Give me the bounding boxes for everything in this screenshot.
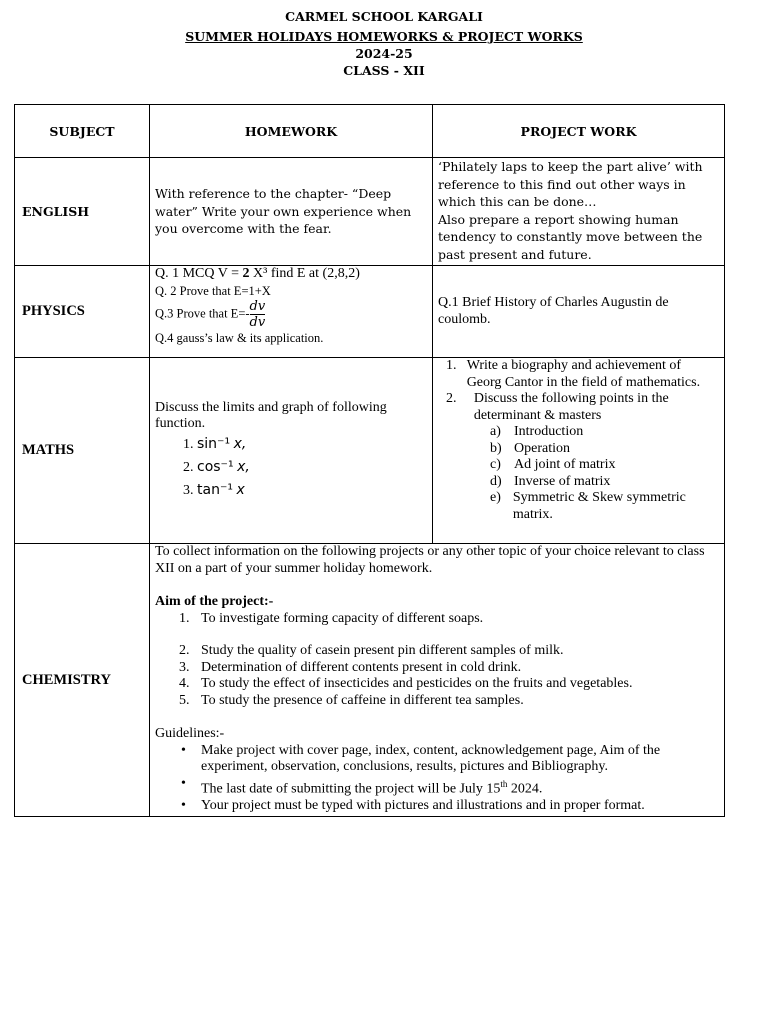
item-text: Operation bbox=[514, 440, 570, 456]
list-item bbox=[155, 776, 719, 798]
fraction-denominator: dv bbox=[249, 315, 266, 330]
doc-title bbox=[0, 28, 768, 46]
deadline-text: The last date of submitting the project will be July 15 bbox=[201, 781, 501, 797]
list-item bbox=[490, 424, 719, 441]
physics-project bbox=[433, 266, 725, 358]
physics-q2: Q. 2 Prove that E=1+X bbox=[155, 283, 271, 298]
maths-homework bbox=[150, 358, 433, 544]
english-project-text2: Also prepare a report showing human tendency to constantly move between the past present and future. bbox=[438, 211, 703, 262]
function-name: cos⁻¹ bbox=[197, 458, 234, 475]
physics-q3-text: Q.3 Prove that E=- bbox=[155, 306, 250, 321]
list-item bbox=[490, 441, 719, 458]
item-text: Ad joint of matrix bbox=[514, 457, 616, 472]
item-text: Study the quality of casein present pin different samples of milk. bbox=[201, 643, 564, 658]
item-number: 1. bbox=[446, 358, 457, 373]
row-chemistry bbox=[15, 544, 725, 817]
fraction-numerator: dv bbox=[249, 299, 266, 314]
function-var: x bbox=[236, 481, 245, 498]
col-project: PROJECT WORK bbox=[433, 105, 725, 158]
item-letter: c) bbox=[490, 457, 501, 472]
subject-english: ENGLISH bbox=[15, 158, 150, 266]
item-number: 2. bbox=[179, 643, 190, 658]
item-text: Symmetric & Skew symmetric matrix. bbox=[512, 490, 686, 522]
item-number: 3. bbox=[179, 659, 190, 675]
english-homework-text: With reference to the chapter- “Deep water” Write your own experience when you overcome with the fear. bbox=[155, 186, 412, 237]
item-number: 2. bbox=[446, 391, 457, 406]
maths-project bbox=[433, 358, 725, 544]
item-text: Introduction bbox=[514, 424, 584, 439]
item-number: 2. bbox=[183, 459, 194, 475]
chemistry-aims-list bbox=[155, 611, 719, 710]
item-number: 4. bbox=[179, 676, 190, 691]
list-item bbox=[179, 693, 719, 710]
list-item bbox=[438, 391, 719, 424]
maths-homework-text: Discuss the limits and graph of following function. bbox=[155, 399, 387, 431]
subject-physics: PHYSICS bbox=[15, 266, 150, 358]
maths-project-1: Write a biography and achievement of Georg Cantor in the field of mathematics. bbox=[466, 358, 701, 390]
english-project-text: ‘Philately laps to keep the part alive’ with reference to this find out other ways in which this can be done… bbox=[438, 159, 703, 209]
physics-q1 bbox=[155, 266, 427, 283]
doc-title-text: SUMMER HOLIDAYS HOMEWORKS & PROJECT WORKS bbox=[185, 29, 583, 44]
function-var: x, bbox=[237, 458, 250, 475]
session-year: 2024-25 bbox=[355, 46, 413, 61]
function-name: sin⁻¹ bbox=[197, 435, 231, 452]
table-header-row bbox=[15, 105, 725, 158]
chemistry-aim-heading: Aim of the project:- bbox=[155, 594, 274, 609]
item-letter: a) bbox=[490, 424, 501, 439]
homework-table bbox=[14, 104, 725, 817]
list-item bbox=[179, 660, 719, 677]
function-var: x, bbox=[233, 435, 247, 452]
list-item bbox=[183, 456, 427, 479]
list-item bbox=[179, 676, 719, 693]
function-name: tan⁻¹ bbox=[197, 481, 233, 498]
physics-q4: Q.4 gauss’s law & its application. bbox=[155, 331, 324, 345]
physics-homework bbox=[150, 266, 433, 358]
list-item: • Your project must be typed with pictures and illustrations and in proper format. bbox=[155, 798, 719, 815]
list-item bbox=[179, 611, 719, 628]
physics-q1-pre: Q. 1 MCQ V = bbox=[155, 266, 243, 281]
list-item bbox=[490, 457, 719, 474]
list-item bbox=[183, 479, 427, 502]
english-homework bbox=[150, 158, 433, 266]
col-subject: SUBJECT bbox=[15, 105, 150, 158]
deadline-year: 2024. bbox=[507, 781, 543, 797]
item-text: To study the presence of caffeine in different tea samples. bbox=[201, 692, 524, 708]
maths-project-2: Discuss the following points in the determinant & masters bbox=[473, 391, 669, 423]
item-text: To study the effect of insecticides and pesticides on the fruits and vegetables. bbox=[201, 676, 633, 691]
row-english bbox=[15, 158, 725, 266]
school-name: CARMEL SCHOOL KARGALI bbox=[285, 9, 483, 24]
physics-q1-bold: 2 bbox=[242, 266, 250, 281]
physics-project-text: Q.1 Brief History of Charles Augustin de coulomb. bbox=[438, 295, 669, 327]
item-text: Inverse of matrix bbox=[514, 473, 611, 489]
deadline-sup: th bbox=[500, 778, 508, 789]
item-letter: e) bbox=[490, 490, 501, 505]
row-maths bbox=[15, 358, 725, 544]
chemistry-guidelines-heading: Guidelines:- bbox=[155, 726, 225, 741]
list-item: • Make project with cover page, index, content, acknowledgement page, Aim of the experiment, observation, conclusions, results, pictures and Bibliography. bbox=[155, 743, 719, 776]
item-letter: b) bbox=[490, 440, 502, 456]
subject-maths: MATHS bbox=[15, 358, 150, 544]
item-text: Determination of different contents present in cold drink. bbox=[201, 659, 522, 675]
english-project bbox=[433, 158, 725, 266]
physics-q3 bbox=[155, 299, 427, 330]
col-homework: HOMEWORK bbox=[150, 105, 433, 158]
item-letter: d) bbox=[490, 473, 502, 489]
subject-chemistry: CHEMISTRY bbox=[15, 544, 150, 817]
item-number: 1. bbox=[179, 610, 190, 626]
list-item bbox=[179, 643, 719, 660]
chemistry-intro: To collect information on the following projects or any other topic of your choice relevant to class XII on a part of your summer holiday homework. bbox=[155, 544, 705, 576]
maths-function-list bbox=[155, 433, 427, 502]
item-number: 3. bbox=[183, 482, 194, 498]
physics-q1-post: X³ find E at (2,8,2) bbox=[249, 266, 360, 281]
chemistry-details bbox=[150, 544, 725, 817]
list-item bbox=[490, 490, 719, 523]
item-number: 1. bbox=[183, 436, 194, 452]
item-text: To investigate forming capacity of different soaps. bbox=[201, 610, 484, 626]
list-item bbox=[183, 433, 427, 456]
class-label: CLASS - XII bbox=[343, 63, 425, 78]
list-item bbox=[490, 474, 719, 491]
guidelines-list bbox=[155, 743, 719, 815]
row-physics bbox=[15, 266, 725, 358]
derivative-fraction bbox=[250, 299, 266, 330]
maths-points-list bbox=[438, 424, 719, 523]
list-item bbox=[438, 358, 719, 391]
item-number: 5. bbox=[179, 692, 190, 708]
